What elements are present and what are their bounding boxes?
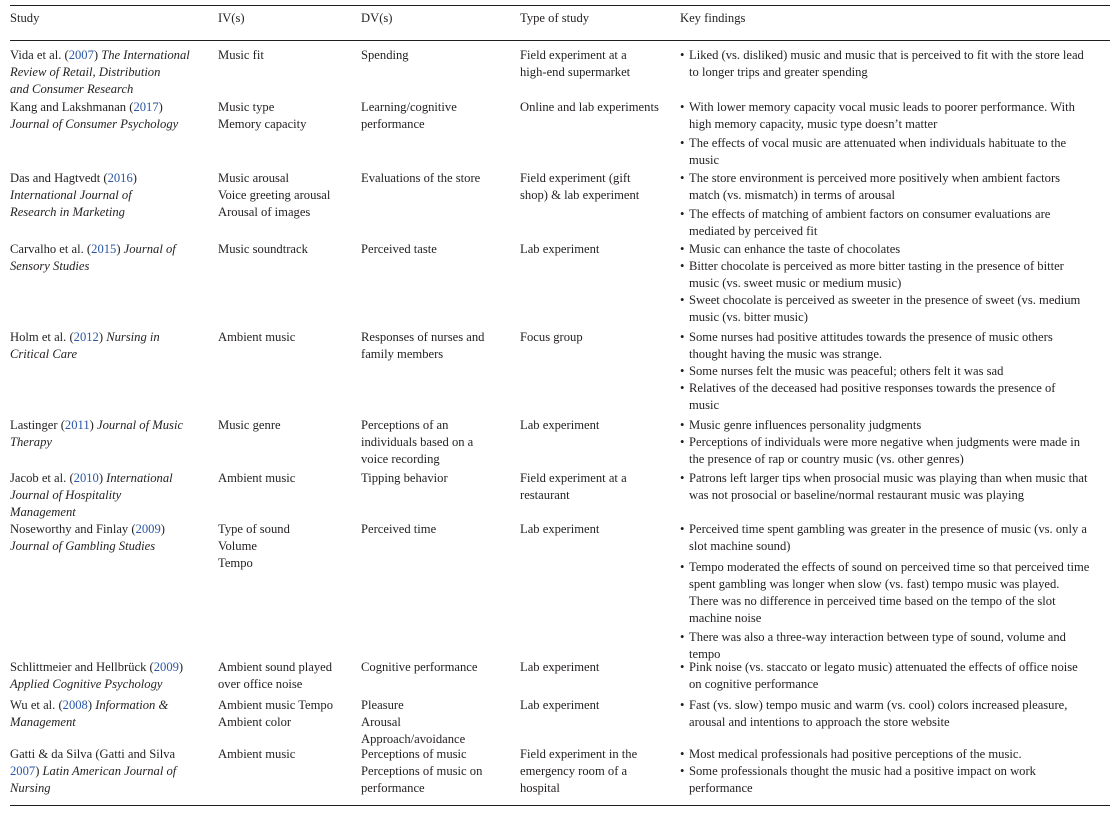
study-year-link: 2009: [135, 522, 161, 536]
finding-line: The store environment is perceived more positively when ambient factors: [689, 171, 1061, 185]
journal-name: Nursing: [10, 781, 51, 795]
study-year-link: 2008: [62, 698, 88, 712]
iv-line: Ambient music: [218, 747, 296, 761]
journal-name: Journal of Gambling Studies: [10, 539, 156, 553]
bullet-icon: •: [680, 630, 685, 644]
dv-cell: [361, 521, 516, 538]
finding-line: The effects of vocal music are attenuated when individuals habituate to the: [689, 136, 1067, 150]
study-cell: [10, 329, 215, 363]
study-line: [10, 187, 215, 204]
dv-line: Perceptions of music: [361, 747, 467, 761]
study-line: [10, 763, 215, 780]
table-header: [10, 10, 1110, 32]
study-cell: [10, 241, 215, 275]
type-cell: [520, 746, 680, 797]
finding-line: music (vs. bitter music): [689, 310, 808, 324]
study-text: ): [158, 100, 163, 114]
type-cell: [520, 417, 680, 434]
finding-line: music: [689, 153, 720, 167]
study-text: ): [89, 418, 97, 432]
journal-name: The International: [101, 48, 190, 62]
finding-line: There was no difference in perceived time based on the tempo of the slot: [689, 594, 1056, 608]
type-cell: [520, 99, 680, 116]
bullet-icon: •: [680, 207, 685, 221]
finding-item: [680, 258, 1064, 292]
type-line: emergency room of a: [520, 764, 628, 778]
iv-line: Memory capacity: [218, 117, 307, 131]
finding-item: [680, 629, 1066, 663]
study-year-link: 2011: [64, 418, 90, 432]
journal-name: Management: [10, 505, 76, 519]
iv-line: Ambient color: [218, 715, 292, 729]
finding-line: was not prosocial or baseline/normal restaurant music was playing: [689, 488, 1025, 502]
study-year-link: 2009: [153, 660, 179, 674]
iv-line: Ambient sound played: [218, 660, 333, 674]
study-line: [10, 697, 215, 714]
iv-line: Arousal of images: [218, 205, 311, 219]
dv-line: performance: [361, 781, 425, 795]
journal-name: Therapy: [10, 435, 52, 449]
finding-item: [680, 47, 1084, 81]
iv-cell: [218, 697, 358, 731]
dv-line: Spending: [361, 48, 409, 62]
dv-cell: [361, 241, 516, 258]
journal-name: Journal of Hospitality: [10, 488, 122, 502]
iv-line: Ambient music: [218, 471, 296, 485]
type-line: hospital: [520, 781, 560, 795]
type-cell: [520, 659, 680, 676]
study-year-link: 2012: [73, 330, 99, 344]
finding-item: [680, 697, 1067, 731]
journal-name: Sensory Studies: [10, 259, 90, 273]
type-cell: [520, 170, 680, 204]
iv-line: Tempo: [218, 556, 253, 570]
study-line: [10, 538, 215, 555]
finding-item: [680, 170, 1060, 204]
study-line: [10, 470, 215, 487]
type-cell: [520, 329, 680, 346]
finding-line: the presence of rap or country music (vs. other genres): [689, 452, 964, 466]
finding-item: [680, 99, 1075, 133]
finding-item: [680, 206, 1050, 240]
finding-line: music: [689, 398, 720, 412]
dv-cell: [361, 746, 516, 797]
study-text: ): [98, 471, 107, 485]
iv-cell: [218, 521, 358, 572]
type-cell: [520, 521, 680, 538]
study-line: [10, 204, 215, 221]
study-text: Wu et al. (: [10, 698, 63, 712]
dv-line: Tipping behavior: [361, 471, 448, 485]
top-rule: [10, 5, 1110, 6]
journal-name: Nursing in: [106, 330, 160, 344]
study-text: Noseworthy and Finlay (: [10, 522, 136, 536]
study-text: ): [93, 48, 102, 62]
finding-line: to longer trips and greater spending: [689, 65, 868, 79]
bottom-rule: [10, 805, 1110, 806]
bullet-icon: •: [680, 259, 685, 273]
study-line: [10, 329, 215, 346]
finding-line: Some nurses felt the music was peaceful; others felt it was sad: [689, 364, 1004, 378]
study-cell: [10, 521, 215, 555]
header-findings: Key findings: [680, 11, 746, 25]
dv-line: Pleasure: [361, 698, 404, 712]
study-line: [10, 434, 215, 451]
bullet-icon: •: [680, 747, 685, 761]
iv-cell: [218, 470, 358, 487]
type-line: Field experiment in the: [520, 747, 638, 761]
dv-line: Evaluations of the store: [361, 171, 481, 185]
finding-line: music (vs. sweet music or medium music): [689, 276, 902, 290]
type-line: Focus group: [520, 330, 583, 344]
journal-name: Information &: [95, 698, 169, 712]
bullet-icon: •: [680, 471, 685, 485]
study-year-link: 2007: [10, 764, 36, 778]
finding-line: slot machine sound): [689, 539, 791, 553]
study-line: [10, 47, 215, 64]
study-text: Gatti & da Silva (Gatti and Silva: [10, 747, 176, 761]
iv-cell: [218, 99, 358, 133]
iv-cell: [218, 329, 358, 346]
type-line: Lab experiment: [520, 242, 600, 256]
journal-name: Management: [10, 715, 76, 729]
study-text: Kang and Lakshmanan (: [10, 100, 134, 114]
study-text: ): [160, 522, 165, 536]
study-line: [10, 417, 215, 434]
dv-cell: [361, 470, 516, 487]
finding-item: [680, 470, 1088, 504]
finding-line: With lower memory capacity vocal music leads to poorer performance. With: [689, 100, 1075, 114]
finding-line: Relatives of the deceased had positive responses towards the presence of: [689, 381, 1056, 395]
journal-name: and Consumer Research: [10, 82, 134, 96]
finding-line: The effects of matching of ambient factors on consumer evaluations are: [689, 207, 1051, 221]
study-text: ): [178, 660, 184, 674]
header-rule: [10, 40, 1110, 41]
iv-line: Music fit: [218, 48, 264, 62]
bullet-icon: •: [680, 698, 685, 712]
journal-name: Critical Care: [10, 347, 78, 361]
journal-name: Applied Cognitive Psychology: [10, 677, 163, 691]
dv-line: performance: [361, 117, 425, 131]
finding-item: [680, 380, 1056, 414]
finding-item: [680, 241, 900, 258]
finding-item: [680, 659, 1078, 693]
iv-line: Type of sound: [218, 522, 290, 536]
iv-line: Volume: [218, 539, 257, 553]
study-line: [10, 676, 215, 693]
dv-line: Perceptions of music on: [361, 764, 483, 778]
finding-line: thought having the music was strange.: [689, 347, 883, 361]
finding-line: tempo: [689, 647, 721, 661]
study-text: ): [116, 242, 124, 256]
finding-item: [680, 763, 1036, 797]
dv-line: Perceived time: [361, 522, 437, 536]
finding-line: Perceptions of individuals were more negative when judgments were made in: [689, 435, 1080, 449]
finding-line: Some professionals thought the music had a positive impact on work: [689, 764, 1036, 778]
study-line: [10, 659, 215, 676]
finding-item: [680, 746, 1022, 763]
study-text: ): [87, 698, 96, 712]
type-line: high-end supermarket: [520, 65, 631, 79]
dv-line: Approach/avoidance: [361, 732, 466, 746]
study-cell: [10, 47, 215, 98]
study-line: [10, 241, 215, 258]
study-line: [10, 258, 215, 275]
dv-line: Responses of nurses and: [361, 330, 485, 344]
header-dv: DV(s): [361, 11, 393, 25]
study-cell: [10, 470, 215, 521]
type-cell: [520, 241, 680, 258]
dv-cell: [361, 417, 516, 468]
journal-name: International Journal of: [10, 188, 132, 202]
type-line: Lab experiment: [520, 522, 600, 536]
finding-line: Fast (vs. slow) tempo music and warm (vs. cool) colors increased pleasure,: [689, 698, 1068, 712]
finding-line: Pink noise (vs. staccato or legato music) attenuated the effects of office noise: [689, 660, 1078, 674]
type-line: Field experiment at a: [520, 471, 627, 485]
dv-line: individuals based on a: [361, 435, 474, 449]
iv-line: Music type: [218, 100, 275, 114]
study-line: [10, 487, 215, 504]
bullet-icon: •: [680, 364, 685, 378]
study-line: [10, 714, 215, 731]
finding-line: Liked (vs. disliked) music and music that is perceived to fit with the store lead: [689, 48, 1084, 62]
finding-item: [680, 434, 1080, 468]
bullet-icon: •: [680, 522, 685, 536]
finding-item: [680, 363, 1003, 380]
dv-cell: [361, 47, 516, 64]
iv-cell: [218, 47, 358, 64]
type-cell: [520, 47, 680, 81]
iv-cell: [218, 746, 358, 763]
iv-cell: [218, 241, 358, 258]
dv-cell: [361, 329, 516, 363]
bullet-icon: •: [680, 660, 685, 674]
type-line: Lab experiment: [520, 418, 600, 432]
finding-line: spent gambling was longer when slow (vs. fast) tempo music was played.: [689, 577, 1060, 591]
study-year-link: 2015: [91, 242, 117, 256]
study-line: [10, 81, 215, 98]
study-year-link: 2007: [68, 48, 94, 62]
finding-line: Patrons left larger tips when prosocial music was playing than when music that: [689, 471, 1088, 485]
study-cell: [10, 417, 215, 451]
iv-cell: [218, 170, 358, 221]
iv-line: Ambient music: [218, 330, 296, 344]
header-study: Study: [10, 11, 40, 25]
study-cell: [10, 659, 215, 693]
journal-name: Journal of: [123, 242, 176, 256]
finding-line: on cognitive performance: [689, 677, 819, 691]
study-line: [10, 780, 215, 797]
type-line: Field experiment (gift: [520, 171, 631, 185]
type-line: Lab experiment: [520, 660, 600, 674]
iv-cell: [218, 417, 358, 434]
finding-item: [680, 135, 1066, 169]
finding-line: match (vs. mismatch) in terms of arousal: [689, 188, 895, 202]
finding-line: There was also a three-way interaction between type of sound, volume and: [689, 630, 1066, 644]
finding-line: Music genre influences personality judgments: [689, 418, 922, 432]
study-text: ): [35, 764, 43, 778]
bullet-icon: •: [680, 136, 685, 150]
finding-line: machine noise: [689, 611, 762, 625]
study-line: [10, 346, 215, 363]
study-cell: [10, 170, 215, 221]
bullet-icon: •: [680, 435, 685, 449]
study-text: Holm et al. (: [10, 330, 74, 344]
bullet-icon: •: [680, 100, 685, 114]
study-cell: [10, 746, 215, 797]
bullet-icon: •: [680, 48, 685, 62]
study-text: Carvalho et al. (: [10, 242, 92, 256]
finding-line: arousal and intentions to approach the store website: [689, 715, 950, 729]
finding-item: [680, 417, 921, 434]
study-line: [10, 170, 215, 187]
study-line: [10, 99, 215, 116]
iv-line: Ambient music Tempo: [218, 698, 334, 712]
study-text: ): [98, 330, 107, 344]
type-cell: [520, 470, 680, 504]
type-line: Field experiment at a: [520, 48, 627, 62]
journal-name: Research in Marketing: [10, 205, 125, 219]
study-line: [10, 64, 215, 81]
study-text: Das and Hagtvedt (: [10, 171, 108, 185]
dv-line: Arousal: [361, 715, 401, 729]
finding-item: [680, 559, 1089, 627]
dv-line: Perceptions of an: [361, 418, 449, 432]
finding-line: Tempo moderated the effects of sound on perceived time so that perceived time: [689, 560, 1090, 574]
finding-line: performance: [689, 781, 753, 795]
finding-line: mediated by perceived fit: [689, 224, 818, 238]
bullet-icon: •: [680, 171, 685, 185]
bullet-icon: •: [680, 330, 685, 344]
dv-cell: [361, 697, 516, 748]
iv-line: Voice greeting arousal: [218, 188, 331, 202]
finding-line: Perceived time spent gambling was greater in the presence of music (vs. only a: [689, 522, 1087, 536]
journal-name: Journal of Consumer Psychology: [10, 117, 179, 131]
dv-cell: [361, 170, 516, 187]
journal-name: International: [106, 471, 173, 485]
journal-name: Latin American Journal of: [42, 764, 177, 778]
bullet-icon: •: [680, 242, 685, 256]
iv-cell: [218, 659, 358, 693]
dv-line: family members: [361, 347, 444, 361]
journal-name: Journal of Music: [96, 418, 184, 432]
bullet-icon: •: [680, 764, 685, 778]
study-text: Vida et al. (: [10, 48, 69, 62]
iv-line: Music genre: [218, 418, 281, 432]
study-year-link: 2017: [133, 100, 159, 114]
dv-cell: [361, 659, 516, 676]
dv-line: Perceived taste: [361, 242, 437, 256]
study-text: Jacob et al. (: [10, 471, 74, 485]
iv-line: over office noise: [218, 677, 303, 691]
finding-item: [680, 329, 1053, 363]
bullet-icon: •: [680, 293, 685, 307]
study-line: [10, 116, 215, 133]
iv-line: Music arousal: [218, 171, 289, 185]
finding-line: Some nurses had positive attitudes towards the presence of music others: [689, 330, 1053, 344]
dv-line: Cognitive performance: [361, 660, 478, 674]
header-type: Type of study: [520, 11, 590, 25]
finding-item: [680, 521, 1087, 555]
finding-line: high memory capacity, music type doesn’t matter: [689, 117, 938, 131]
finding-line: Sweet chocolate is perceived as sweeter in the presence of sweet (vs. medium: [689, 293, 1081, 307]
study-text: Schlittmeier and Hellbrück (: [10, 660, 154, 674]
study-text: Lastinger (: [10, 418, 65, 432]
type-line: restaurant: [520, 488, 570, 502]
study-cell: [10, 697, 215, 731]
bullet-icon: •: [680, 381, 685, 395]
type-line: shop) & lab experiment: [520, 188, 640, 202]
dv-line: voice recording: [361, 452, 440, 466]
type-line: Online and lab experiments: [520, 100, 659, 114]
dv-line: Learning/cognitive: [361, 100, 457, 114]
bullet-icon: •: [680, 560, 685, 574]
journal-name: Review of Retail, Distribution: [10, 65, 161, 79]
study-line: [10, 504, 215, 521]
finding-line: Bitter chocolate is perceived as more bitter tasting in the presence of bitter: [689, 259, 1064, 273]
study-line: [10, 521, 215, 538]
finding-line: Music can enhance the taste of chocolates: [689, 242, 901, 256]
study-year-link: 2016: [107, 171, 133, 185]
bullet-icon: •: [680, 418, 685, 432]
finding-line: Most medical professionals had positive perceptions of the music.: [689, 747, 1022, 761]
dv-cell: [361, 99, 516, 133]
study-year-link: 2010: [73, 471, 99, 485]
type-cell: [520, 697, 680, 714]
study-cell: [10, 99, 215, 133]
finding-item: [680, 292, 1080, 326]
type-line: Lab experiment: [520, 698, 600, 712]
study-line: [10, 746, 215, 763]
header-iv: IV(s): [218, 11, 245, 25]
iv-line: Music soundtrack: [218, 242, 308, 256]
study-text: ): [132, 171, 137, 185]
